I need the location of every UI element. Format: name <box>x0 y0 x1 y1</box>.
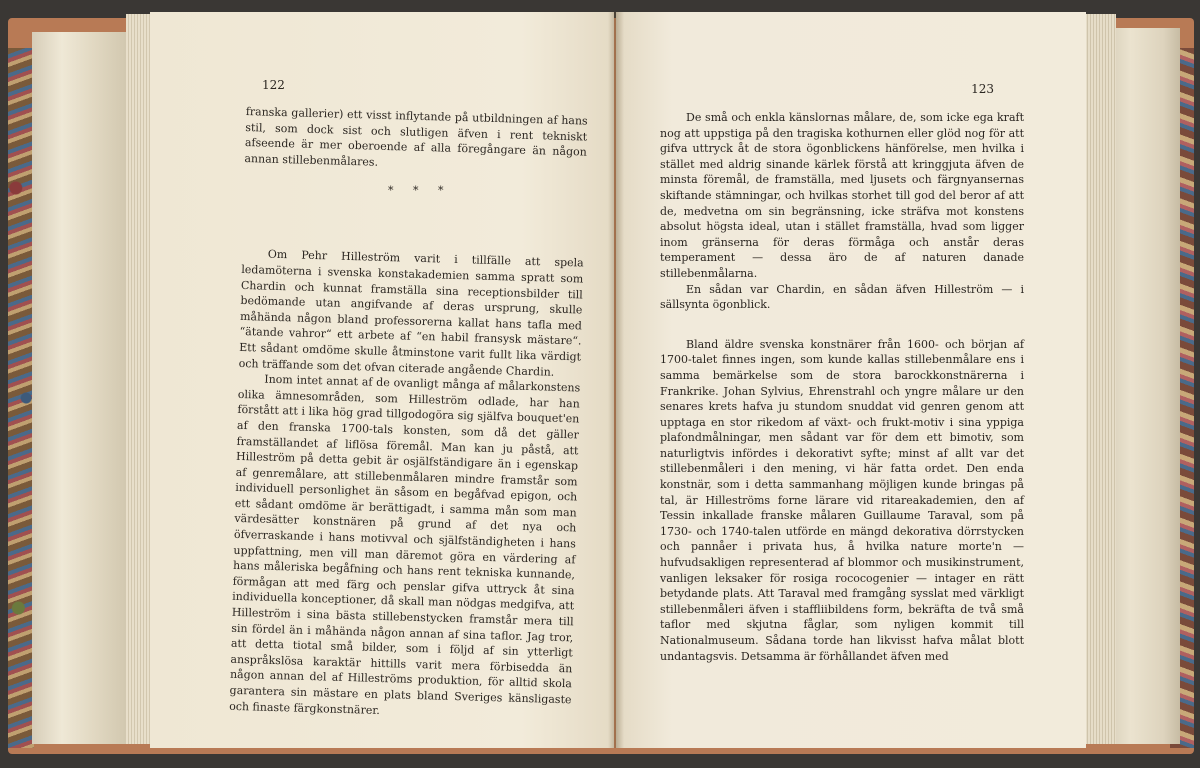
right-paragraph-1: De små och enkla känslornas målare, de, som icke ega kraft nog att uppstiga på den tragiska kothurnen eller glöd nog för att gifva uttryck åt de stora ögonblickens hänförelse, men hvilka i stället med aldrig sinande kärlek förstå att kringgjuta äfven de minsta föremål, de framställa, med ljusets och färgnyansernas skiftande stämningar, och hvilkas storhet till god del beror af att de, medvetna om sin begränsning, icke sträfva mot konstens absolut högsta ideal, utan i stället framställa, hvad som ligger inom gränserna för deras förmåga och anstår deras temperament — dessa äro de af naturen danade stillebenmålarna. <box>660 111 1024 280</box>
right-paragraph-2: En sådan var Chardin, en sådan äfven Hilleström — i sällsynta ögonblick. <box>660 282 1024 312</box>
page-number-right: 123 <box>971 82 994 96</box>
left-page <box>150 12 614 748</box>
right-page <box>616 12 1086 748</box>
page-edges-right <box>1082 14 1116 744</box>
book-gutter <box>608 12 624 748</box>
left-paragraph-1: franska gallerier) ett visst inflytande på utbildningen af hans stil, som dock sist och slutligen äfven i rent tekniskt afseende är mer oberoende af alla föregångare än någon annan stillebenmålares. <box>244 104 588 169</box>
right-page-text <box>660 110 1024 664</box>
left-paragraph-3: Inom intet annat af de ovanligt många af målarkonstens olika ämnesområden, som Hilleström odlade, har han förstått att i lika hög grad tillgodogöra sig själfva bouquet'en af den franska 1700-tals konsten, som då det gäller framställandet af liflösa föremål. Man kan ju påstå, att Hilleström på detta gebit är osjälfständigare än i egenskap af genremålare, att stillebenmålaren mindre framstår som individuell personlighet än såsom en begåfvad epigon, och ett sådant omdöme är berättigadt, i samma mån som man värdesätter konstnären på grund af det nya och öfverraskande i hans motivval och själfständigheten i hans uppfattning, men vill man däremot göra en värdering af hans måleriska begåfning och hans rent tekniska kunnande, förmågan att med färg och penslar gifva uttryck åt sina individuella konceptioner, då skall man nödgas medgifva, att Hilleström i sina bästa stillebenstycken framstår mera till sin fördel än i måhända någon annan af sina taflor. Jag tror, att detta tiotal små bilder, som i följd af sin ytterligt anspråkslösa karaktär hittills varit mera förbisedda än någon annan del af Hilleströms produktion, för alltid skola garantera sin mästare en plats bland Sveriges känsligaste och finaste färgkonstnärer. <box>229 372 581 717</box>
flyleaf-left <box>32 32 132 744</box>
left-paragraph-2: Om Pehr Hilleström varit i tillfälle att spela ledamöterna i svenska konstakademien samma spratt som Chardin och kunnat framställa sina receptionsbilder till bedömande utan angifvande af deras ursprung, skulle måhända någon bland professorerna kallat hans tafla med “ätande vahror“ ett arbete af “en habil fransysk mästare“. Ett sådant omdöme skulle åtminstone varit fullt lika värdigt och träffande som det ofvan citerade angående Chardin. <box>238 248 584 379</box>
left-page-text <box>229 104 588 723</box>
marbled-endpaper-left <box>8 48 34 748</box>
right-paragraph-3: Bland äldre svenska konstnärer från 1600- och början af 1700-talet finnes ingen, som kunde kallas stillebenmålare ens i samma bemärkelse som de stora barockkonstnärerna i Frankrike. Johan Sylvius, Ehrenstrahl och yngre målare ur den senares krets hafva ju stundom snuddat vid genren genom att upptaga en stor rikedom af växt- och frukt-motiv i sina yppiga plafondmålningar, men sådant var för dem ett bimotiv, som naturligtvis infördes i dekorativt syfte; minst af allt var det stillebenmåleri i den mening, vi här fatta ordet. Den enda konstnär, som i detta sammanhang möjligen kunde bringas på tal, är Hilleströms forne lärare vid ritareakademien, den af Tessin inkallade franske målaren Guillaume Taraval, som på 1730- och 1740-talen utförde en mängd dekorativa dörrstycken och pannåer i privata hus, å hvilka nature morte'n — hufvudsakligen representerad af blommor och musikinstrument, vanligen leksaker för rosiga rococogenier — intager en rätt betydande plats. Att Taraval med framgång sysslat med värkligt stillebenmåleri äfven i staffliibildens form, bekräfta de två små taflor med skjutna fåglar, som nyligen kommit till Nationalmuseum. Sådana torde han likvisst hafva målat blott undantagsvis. Detsamma är förhållandet äfven med <box>660 337 1024 663</box>
page-number-left: 122 <box>262 78 285 92</box>
section-separator: * * * <box>388 184 452 197</box>
